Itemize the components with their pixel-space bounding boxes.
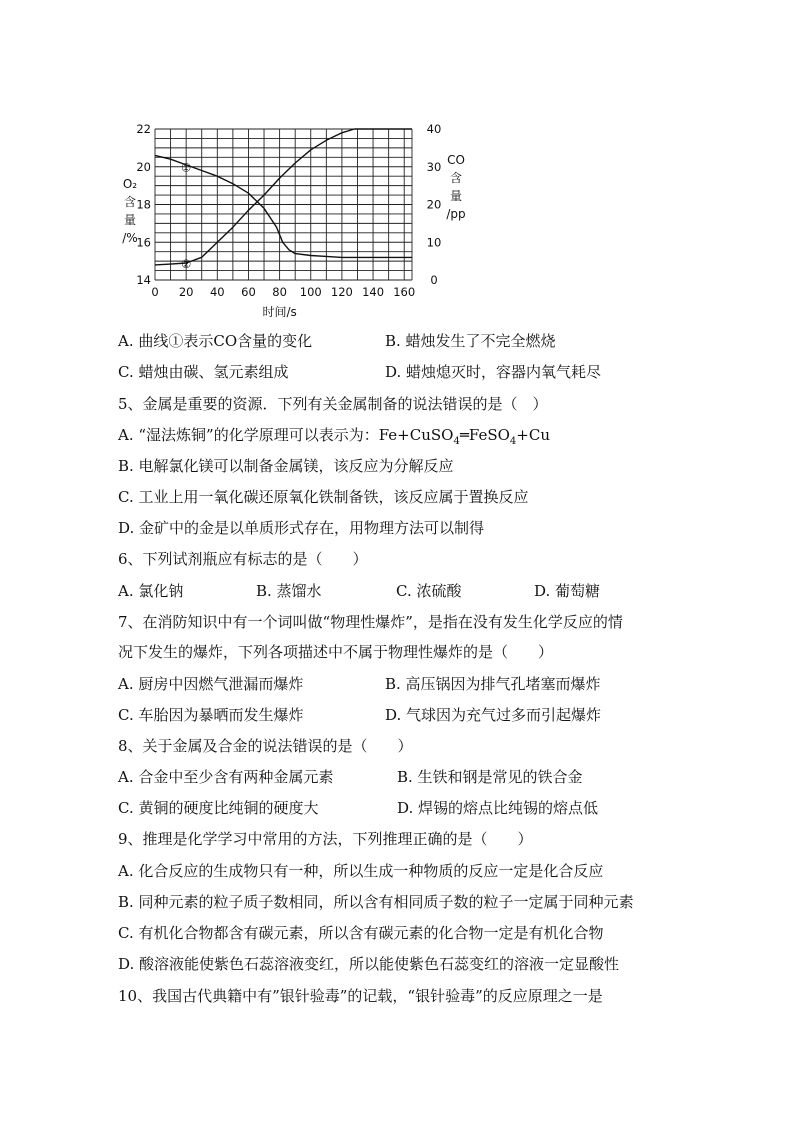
- x-axis-label: 时间/s: [262, 305, 297, 319]
- q6-option-a: A. 氯化钠: [118, 582, 184, 600]
- q4-option-a: A. 曲线①表示CO含量的变化: [118, 332, 313, 350]
- x-tick-label: 140: [362, 285, 385, 299]
- q5-a-sub2: 4: [509, 436, 517, 447]
- x-tick-label: 0: [151, 285, 159, 299]
- series-2-marker: ②: [180, 256, 192, 271]
- q10-stem: 10、我国古代典籍中有”银针验毒”的记载，“银针验毒”的反应原理之一是: [118, 987, 603, 1005]
- q5-option-a: [118, 424, 550, 453]
- left-tick-label: 16: [136, 235, 151, 250]
- x-tick-label: 100: [299, 285, 322, 299]
- x-tick-label: 80: [272, 285, 287, 299]
- q7-option-d: D. 气球因为充气过多而引起爆炸: [385, 706, 602, 724]
- q8-option-b: B. 生铁和钢是常见的铁合金: [397, 768, 583, 786]
- q5-a-suffix: +Cu: [516, 426, 550, 444]
- q5-option-d: D. 金矿中的金是以单质形式存在，用物理方法可以制得: [118, 519, 485, 537]
- right-axis-label: 含: [449, 171, 463, 185]
- q6-option-c: C. 浓硫酸: [396, 582, 462, 600]
- left-axis-label: 含: [123, 195, 137, 209]
- q7-stem-line2: 况下发生的爆炸，下列各项描述中不属于物理性爆炸的是（ ）: [118, 643, 554, 661]
- left-tick-label: 18: [136, 197, 151, 212]
- q5-a-sub1: 4: [453, 436, 460, 447]
- left-axis-label: /%: [122, 231, 138, 245]
- q4-option-d: D. 蜡烛熄灭时，容器内氧气耗尽: [385, 363, 602, 381]
- right-tick-label: 0: [430, 273, 438, 287]
- q8-option-a: A. 合金中至少含有两种金属元素: [118, 768, 334, 786]
- left-tick-label: 22: [136, 122, 151, 136]
- q4-option-c: C. 蜡烛由碳、氢元素组成: [118, 363, 289, 381]
- chart-ticks: [136, 122, 441, 299]
- left-axis-label: 量: [123, 213, 137, 227]
- chart-svg: [110, 110, 480, 325]
- q9-option-a: A. 化合反应的生成物只有一种，所以生成一种物质的反应一定是化合反应: [118, 862, 604, 880]
- q6-stem: 6、下列试剂瓶应有标志的是（ ）: [118, 550, 368, 568]
- x-tick-label: 60: [241, 285, 256, 299]
- right-tick-label: 20: [426, 197, 442, 212]
- q5-option-c: C. 工业上用一氧化碳还原氧化铁制备铁，该反应属于置换反应: [118, 488, 529, 506]
- q8-stem: 8、关于金属及合金的说法错误的是（ ）: [118, 737, 413, 755]
- q7-option-a: A. 厨房中因燃气泄漏而爆炸: [118, 675, 304, 693]
- x-tick-label: 120: [330, 285, 353, 299]
- right-tick-label: 40: [426, 122, 442, 136]
- right-tick-label: 30: [426, 159, 442, 174]
- q5-stem: 5、金属是重要的资源．下列有关金属制备的说法错误的是（ ）: [118, 395, 548, 413]
- right-axis-label: /pp: [446, 207, 466, 221]
- x-tick-label: 160: [393, 285, 416, 299]
- q6-option-b: B. 蒸馏水: [256, 582, 322, 600]
- q8-option-d: D. 焊锡的熔点比纯锡的熔点低: [397, 799, 599, 817]
- q9-option-b: B. 同种元素的粒子质子数相同，所以含有相同质子数的粒子一定属于同种元素: [118, 893, 634, 911]
- q9-stem: 9、推理是化学学习中常用的方法，下列推理正确的是（ ）: [118, 830, 533, 848]
- o2-co-chart: [110, 110, 480, 325]
- q7-option-c: C. 车胎因为暴晒而发生爆炸: [118, 706, 304, 724]
- x-tick-label: 40: [209, 285, 225, 299]
- q4-option-b: B. 蜡烛发生了不完全燃烧: [385, 332, 556, 350]
- q9-option-d: D. 酸溶液能使紫色石蕊溶液变红，所以能使紫色石蕊变红的溶液一定显酸性: [118, 955, 620, 973]
- left-tick-label: 14: [136, 273, 151, 287]
- left-tick-label: 20: [136, 159, 151, 174]
- q8-option-c: C. 黄铜的硬度比纯铜的硬度大: [118, 799, 319, 817]
- right-axis-label: CO: [447, 153, 465, 167]
- q9-option-c: C. 有机化合物都含有碳元素，所以含有碳元素的化合物一定是有机化合物: [118, 924, 604, 942]
- q5-option-b: B. 电解氯化镁可以制备金属镁，该反应为分解反应: [118, 457, 454, 475]
- right-tick-label: 10: [426, 235, 442, 250]
- q7-option-b: B. 高压锅因为排气孔堵塞而爆炸: [385, 675, 601, 693]
- right-axis-label: 量: [449, 189, 463, 203]
- q7-stem-line1: 7、在消防知识中有一个词叫做“物理性爆炸”，是指在没有发生化学反应的情: [118, 613, 623, 631]
- left-axis-label: O₂: [122, 177, 138, 191]
- series-1-marker: ①: [180, 160, 192, 175]
- q5-a-mid: ═FeSO: [459, 426, 510, 444]
- q5-a-prefix: A. “湿法炼铜”的化学原理可以表示为：Fe+CuSO: [118, 426, 454, 444]
- q6-option-d: D. 葡萄糖: [534, 582, 601, 600]
- x-tick-label: 20: [178, 285, 194, 299]
